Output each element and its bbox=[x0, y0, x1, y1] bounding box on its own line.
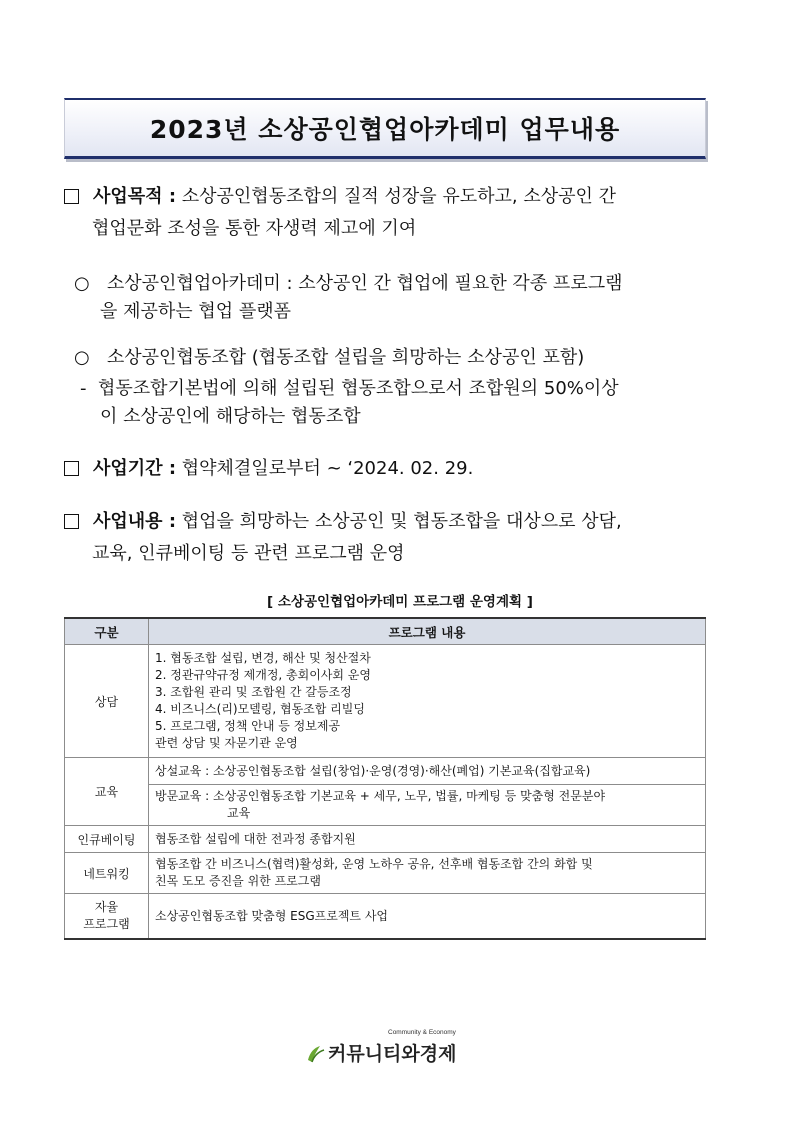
table-row-incubating bbox=[65, 826, 706, 853]
bullet-definition-text: 협동조합기본법에 의해 설립된 협동조합으로서 조합원의 50%이상 bbox=[97, 378, 619, 399]
bullet-coop-text: 소상공인협동조합 (협동조합 설립을 희망하는 소상공인 포함) bbox=[106, 347, 585, 368]
category-networking: 네트워킹 bbox=[65, 853, 149, 894]
table-row-networking bbox=[65, 853, 706, 894]
bullet-coop-line bbox=[74, 344, 584, 372]
table-row-autonomous bbox=[65, 894, 706, 940]
networking-content bbox=[149, 853, 706, 894]
circle-bullet-icon: ○ bbox=[74, 273, 90, 294]
table-header-row bbox=[65, 618, 706, 645]
document-title: 2023년 소상공인협업아카데미 업무내용 bbox=[149, 115, 621, 144]
category-incubating: 인큐베이팅 bbox=[65, 826, 149, 853]
purpose-line-2: 협업문화 조성을 통한 자생력 제고에 기여 bbox=[92, 218, 417, 239]
consult-item: 5. 프로그램, 정책 안내 등 정보제공 bbox=[155, 719, 341, 733]
category-education: 교육 bbox=[65, 758, 149, 826]
purpose-line-1 bbox=[64, 183, 616, 211]
table-caption: [ 소상공인협업아카데미 프로그램 운영계획 ] bbox=[267, 594, 533, 610]
category-autonomous bbox=[65, 894, 149, 940]
logo-graphic bbox=[300, 1022, 500, 1072]
consult-item: 2. 정관규약규정 제개정, 총회이사회 운영 bbox=[155, 668, 371, 682]
checkbox-square-icon bbox=[64, 189, 79, 204]
consult-item: 3. 조합원 관리 및 조합원 간 갈등조정 bbox=[155, 685, 352, 699]
company-logo bbox=[300, 1022, 500, 1072]
consult-item: 1. 협동조합 설립, 변경, 해산 및 청산절차 bbox=[155, 651, 371, 665]
header-category: 구분 bbox=[65, 618, 149, 645]
table-row-education-2 bbox=[65, 785, 706, 826]
checkbox-square-icon bbox=[64, 514, 79, 529]
category-autonomous-line-1: 자율 bbox=[94, 900, 119, 914]
checkbox-square-icon bbox=[64, 461, 79, 476]
content-line-2: 교육, 인큐베이팅 등 관련 프로그램 운영 bbox=[92, 543, 405, 564]
leaf-icon bbox=[308, 1046, 320, 1062]
dash-bullet-icon: - bbox=[80, 378, 87, 399]
table-row-consult bbox=[65, 645, 706, 758]
table-row-education-1 bbox=[65, 758, 706, 785]
networking-line-1: 협동조합 간 비즈니스(협력)활성화, 운영 노하우 공유, 선후배 협동조합 간의 화합 및 bbox=[155, 857, 593, 871]
autonomous-content: 소상공인협동조합 맞춤형 ESG프로젝트 사업 bbox=[149, 894, 706, 940]
consult-item: 관련 상담 및 자문기관 운영 bbox=[155, 736, 298, 750]
program-plan-table bbox=[64, 617, 706, 940]
bullet-academy-line-1 bbox=[74, 270, 622, 298]
header-program-content: 프로그램 내용 bbox=[149, 618, 706, 645]
circle-bullet-icon: ○ bbox=[74, 347, 90, 368]
content-label: 사업내용 : bbox=[93, 511, 177, 532]
category-consult: 상담 bbox=[65, 645, 149, 758]
bullet-definition-line-2: 이 소상공인에 해당하는 협동조합 bbox=[100, 406, 361, 427]
content-line-1 bbox=[64, 508, 622, 536]
consult-items bbox=[149, 645, 706, 758]
logo-tagline: Community & Economy bbox=[388, 1029, 456, 1036]
period-text: 협약체결일로부터 ~ ‘2024. 02. 29. bbox=[176, 458, 474, 479]
education-visiting bbox=[149, 785, 706, 826]
category-autonomous-line-2: 프로그램 bbox=[83, 917, 130, 931]
networking-line-2: 친목 도모 증진을 위한 프로그램 bbox=[155, 874, 321, 888]
document-title-box bbox=[64, 98, 706, 159]
purpose-text-1: 소상공인협동조합의 질적 성장을 유도하고, 소상공인 간 bbox=[176, 186, 617, 207]
education-visiting-line-1: 방문교육 : 소상공인협동조합 기본교육 + 세무, 노무, 법률, 마케팅 등 맞춤형 전문분야 bbox=[155, 789, 606, 803]
bullet-academy-text: 소상공인협업아카데미 : 소상공인 간 협업에 필요한 각종 프로그램 bbox=[106, 273, 623, 294]
consult-item: 4. 비즈니스(리)모델링, 협동조합 리빌딩 bbox=[155, 702, 365, 716]
purpose-label: 사업목적 : bbox=[93, 186, 177, 207]
incubating-content: 협동조합 설립에 대한 전과정 종합지원 bbox=[149, 826, 706, 853]
period-line bbox=[64, 455, 473, 483]
logo-brand-text: 커뮤니티와경제 bbox=[328, 1043, 457, 1065]
period-label: 사업기간 : bbox=[93, 458, 177, 479]
bullet-definition-line-1 bbox=[80, 375, 619, 403]
education-regular: 상설교육 : 소상공인협동조합 설립(창업)·운영(경영)·해산(폐업) 기본교육(집합교육) bbox=[149, 758, 706, 785]
bullet-academy-line-2: 을 제공하는 협업 플랫폼 bbox=[100, 301, 292, 322]
education-visiting-line-2: 교육 bbox=[227, 806, 251, 820]
content-text-1: 협업을 희망하는 소상공인 및 협동조합을 대상으로 상담, bbox=[176, 511, 622, 532]
